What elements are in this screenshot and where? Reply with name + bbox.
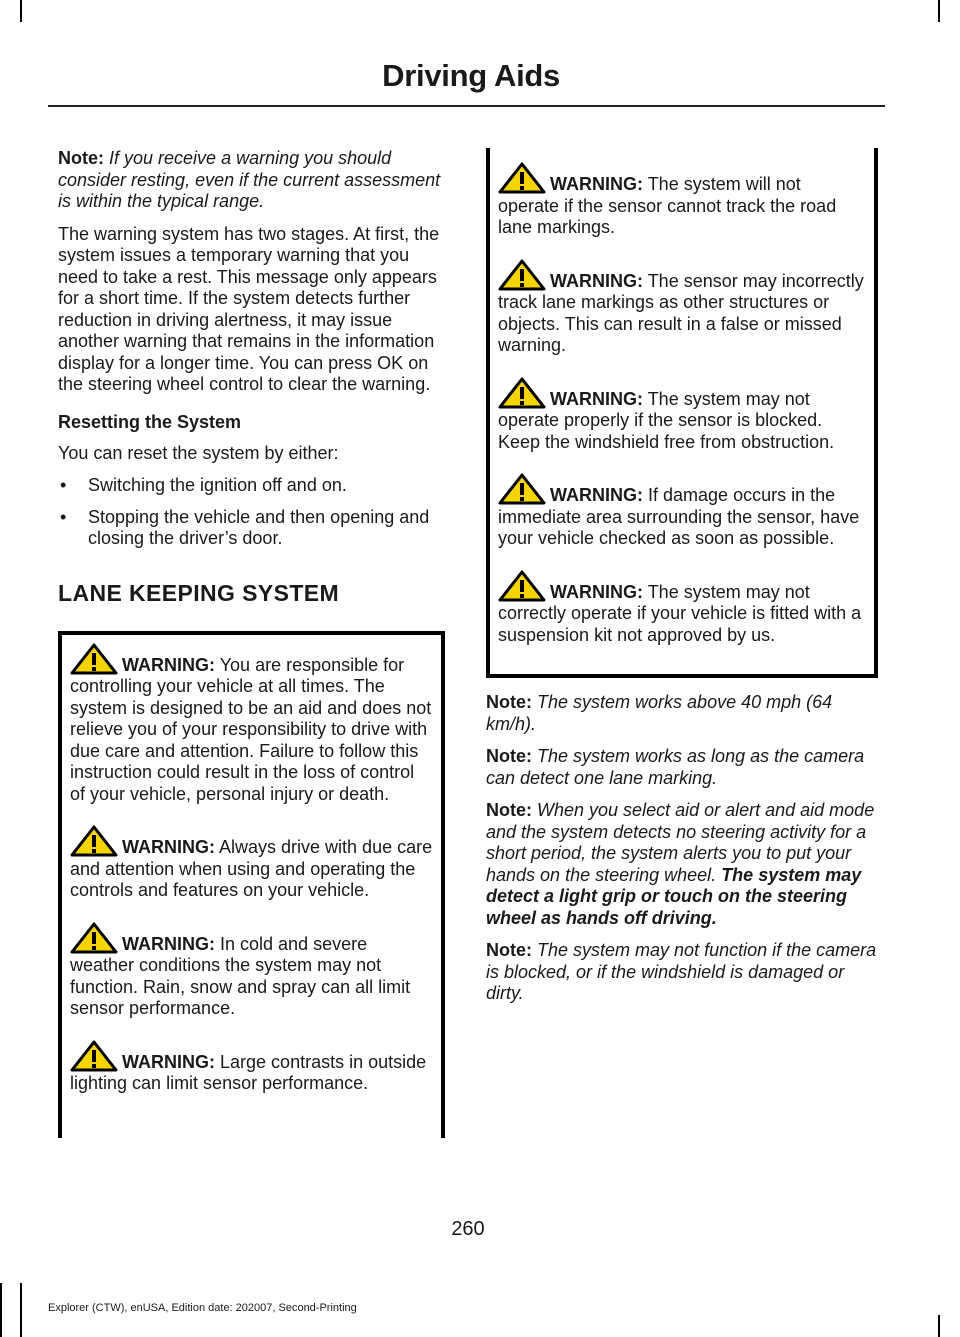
warning-triangle-icon [498,259,546,291]
list-item-text: Stopping the vehicle and then opening and closing the driver’s door. [88,506,430,548]
crop-mark-bottom-left-2 [20,1283,22,1337]
warning-label: WARNING: [122,1051,215,1072]
list-item [58,507,450,550]
note-label: Note: [486,692,532,712]
warning-triangle-icon [70,1040,118,1072]
reset-intro: You can reset the system by either: [58,442,339,463]
warning-item [498,162,866,239]
note-speed [486,692,878,735]
warning-label: WARNING: [122,654,215,675]
warning-triangle-icon [498,570,546,602]
page-header-title: Driving Aids [382,58,560,93]
warning-item [498,473,866,550]
warning-triangle-icon [498,473,546,505]
warning-label: WARNING: [122,837,215,857]
warning-label: WARNING: [122,933,215,954]
left-column [58,148,450,1138]
warning-item [70,825,433,902]
warning-triangle-icon [70,825,118,857]
warning-text: If damage occurs in the immediate area surrounding the sensor, have your vehicle checked as soon as possible. [498,485,860,548]
footer-edition: Explorer (CTW), enUSA, Edition date: 202007, Second-Printing [48,1302,357,1314]
note-label: Note: [58,148,104,168]
note-resting [58,148,450,213]
paragraph-warning-stages: The warning system has two stages. At first, the system issues a temporary warning that you need to take a rest. This message only appears for a short time. If the system detects further reduction in driving alertness, it may issue another warning that remains in the information display for a longer time. You can press OK on the steering wheel control to clear the warning. [58,223,440,394]
warning-item [70,922,433,1020]
warning-text: Large contrasts in outside lighting can limit sensor performance. [70,1051,427,1093]
warning-triangle-icon [498,377,546,409]
page-number: 260 [451,1218,485,1240]
note-camera-blocked [486,940,878,1005]
warning-label: WARNING: [550,581,643,602]
note-text: The system may not function if the camera is blocked, or if the windshield is damaged or dirty. [486,940,877,1003]
crop-mark-bottom-right [938,1315,940,1337]
header-divider [48,105,885,107]
note-bold-text: The system may detect a light grip or touch on the steering wheel as hands off driving. [486,864,862,928]
warning-item [498,259,866,357]
warning-text: The system may not operate properly if the sensor is blocked. Keep the windshield free from obstruction. [498,388,835,452]
bullet-icon: • [60,506,67,527]
list-item [58,475,450,497]
warning-item [70,643,433,806]
warning-item [498,570,866,647]
warning-triangle-icon [70,922,118,954]
note-label: Note: [486,940,532,960]
right-column [486,148,878,1016]
note-hands-on [486,800,878,929]
warning-label: WARNING: [550,174,643,194]
note-text: When you select aid or alert and aid mode and the system detects no steering activity for a short period, the system alerts you to put your hands on the steering wheel. [486,800,875,885]
crop-mark-top-left [20,0,22,22]
crop-mark-bottom-left [0,1283,2,1337]
reset-list [58,475,450,550]
warning-text: The system may not correctly operate if your vehicle is fitted with a suspension kit not approved by us. [498,581,862,645]
warning-text: In cold and severe weather conditions the system may not function. Rain, snow and spray can all limit sensor performance. [70,933,411,1018]
warning-triangle-icon [70,643,118,675]
note-text: The system works as long as the camera can detect one lane marking. [486,746,865,788]
warning-triangle-icon [498,162,546,194]
warning-item [498,377,866,454]
warning-item [70,1040,433,1095]
warning-label: WARNING: [550,270,643,291]
note-text: If you receive a warning you should consider resting, even if the current assessment is within the typical range. [58,148,441,211]
warning-box-left [58,631,445,1138]
warning-box-right [486,148,878,678]
list-item-text: Switching the ignition off and on. [88,475,347,495]
note-lane-marking [486,746,878,789]
crop-mark-top-right [938,0,940,22]
note-label: Note: [486,800,532,820]
warning-label: WARNING: [550,485,643,505]
warning-label: WARNING: [550,388,643,409]
warning-text: The sensor may incorrectly track lane markings as other structures or objects. This can result in a false or missed warning. [498,270,864,355]
section-heading-lane-keeping: LANE KEEPING SYSTEM [58,579,340,606]
warning-text: The system will not operate if the sensor cannot track the road lane markings. [498,174,837,237]
warning-text: You are responsible for controlling your vehicle at all times. The system is designed to be an aid and does not relieve you of your responsibility to drive with due care and attention. Failure to follow this instruction could result in the loss of control of your vehicle, personal injury or death. [70,654,432,804]
note-text: The system works above 40 mph (64 km/h). [486,692,833,734]
bullet-icon: • [60,475,67,495]
warning-text: Always drive with due care and attention when using and operating the controls and features on your vehicle. [70,837,433,900]
subheading-resetting: Resetting the System [58,411,242,432]
note-label: Note: [486,746,532,766]
